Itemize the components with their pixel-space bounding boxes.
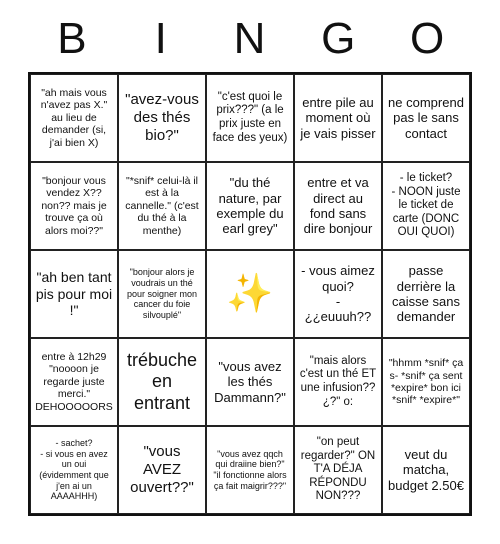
header-letter-n: N xyxy=(233,14,267,63)
bingo-cell[interactable]: - vous aimez quoi? - ¿¿euuuh?? xyxy=(294,250,382,338)
header-letter-i: I xyxy=(154,14,168,63)
bingo-cell[interactable]: "du thé nature, par exemple du earl grey" xyxy=(206,162,294,250)
bingo-cell[interactable]: "on peut regarder?" ON T'A DÉJA RÉPONDU NON??? xyxy=(294,426,382,514)
bingo-cell[interactable]: veut du matcha, budget 2.50€ xyxy=(382,426,470,514)
bingo-cell[interactable]: entre pile au moment où je vais pisser xyxy=(294,74,382,162)
bingo-cell[interactable]: "bonjour alors je voudrais un thé pour soigner mon cancer du foie silvouplé" xyxy=(118,250,206,338)
bingo-cell[interactable]: "hhmm *snif* ça s- *snif* ça sent *expire* bon ici *snif* *expire*" xyxy=(382,338,470,426)
bingo-cell[interactable]: "vous avez qqch qui draiine bien?" "il fonctionne alors ça fait maigrir???" xyxy=(206,426,294,514)
bingo-cell-free[interactable] xyxy=(206,250,294,338)
bingo-cell[interactable]: "c'est quoi le prix???" (a le prix juste en face des yeux) xyxy=(206,74,294,162)
bingo-cell[interactable]: - sachet? - si vous en avez un oui (évidemment que j'en ai un AAAAHHH) xyxy=(30,426,118,514)
bingo-cell[interactable]: "ah mais vous n'avez pas X." au lieu de demander (si, j'ai bien X) xyxy=(30,74,118,162)
bingo-cell[interactable]: "bonjour vous vendez X?? non?? mais je trouve ça où alors moi??" xyxy=(30,162,118,250)
bingo-cell[interactable]: "*snif* celui-là il est à la cannelle." (c'est du thé à la menthe) xyxy=(118,162,206,250)
bingo-cell[interactable]: "ah ben tant pis pour moi !" xyxy=(30,250,118,338)
bingo-cell[interactable]: "vous avez les thés Dammann?" xyxy=(206,338,294,426)
bingo-cell[interactable]: "avez-vous des thés bio?" xyxy=(118,74,206,162)
bingo-cell[interactable]: "vous AVEZ ouvert??" xyxy=(118,426,206,514)
header-letter-b: B xyxy=(57,14,88,63)
bingo-grid xyxy=(28,72,472,516)
bingo-cell[interactable]: passe derrière la caisse sans demander xyxy=(382,250,470,338)
bingo-cell[interactable]: entre à 12h29 "noooon je regarde juste merci." DEHOOOOORS xyxy=(30,338,118,426)
sparkles-icon: ✨ xyxy=(226,273,274,315)
bingo-cell[interactable]: trébuche en entrant xyxy=(118,338,206,426)
bingo-cell[interactable]: entre et va direct au fond sans dire bonjour xyxy=(294,162,382,250)
bingo-header xyxy=(28,8,472,70)
bingo-cell[interactable]: ne comprend pas le sans contact xyxy=(382,74,470,162)
header-letter-g: G xyxy=(321,14,357,63)
bingo-cell[interactable]: - le ticket? - NOON juste le ticket de carte (DONC OUI QUOI) xyxy=(382,162,470,250)
bingo-cell[interactable]: "mais alors c'est un thé ET une infusion??¿?" o: xyxy=(294,338,382,426)
header-letter-o: O xyxy=(409,14,446,63)
